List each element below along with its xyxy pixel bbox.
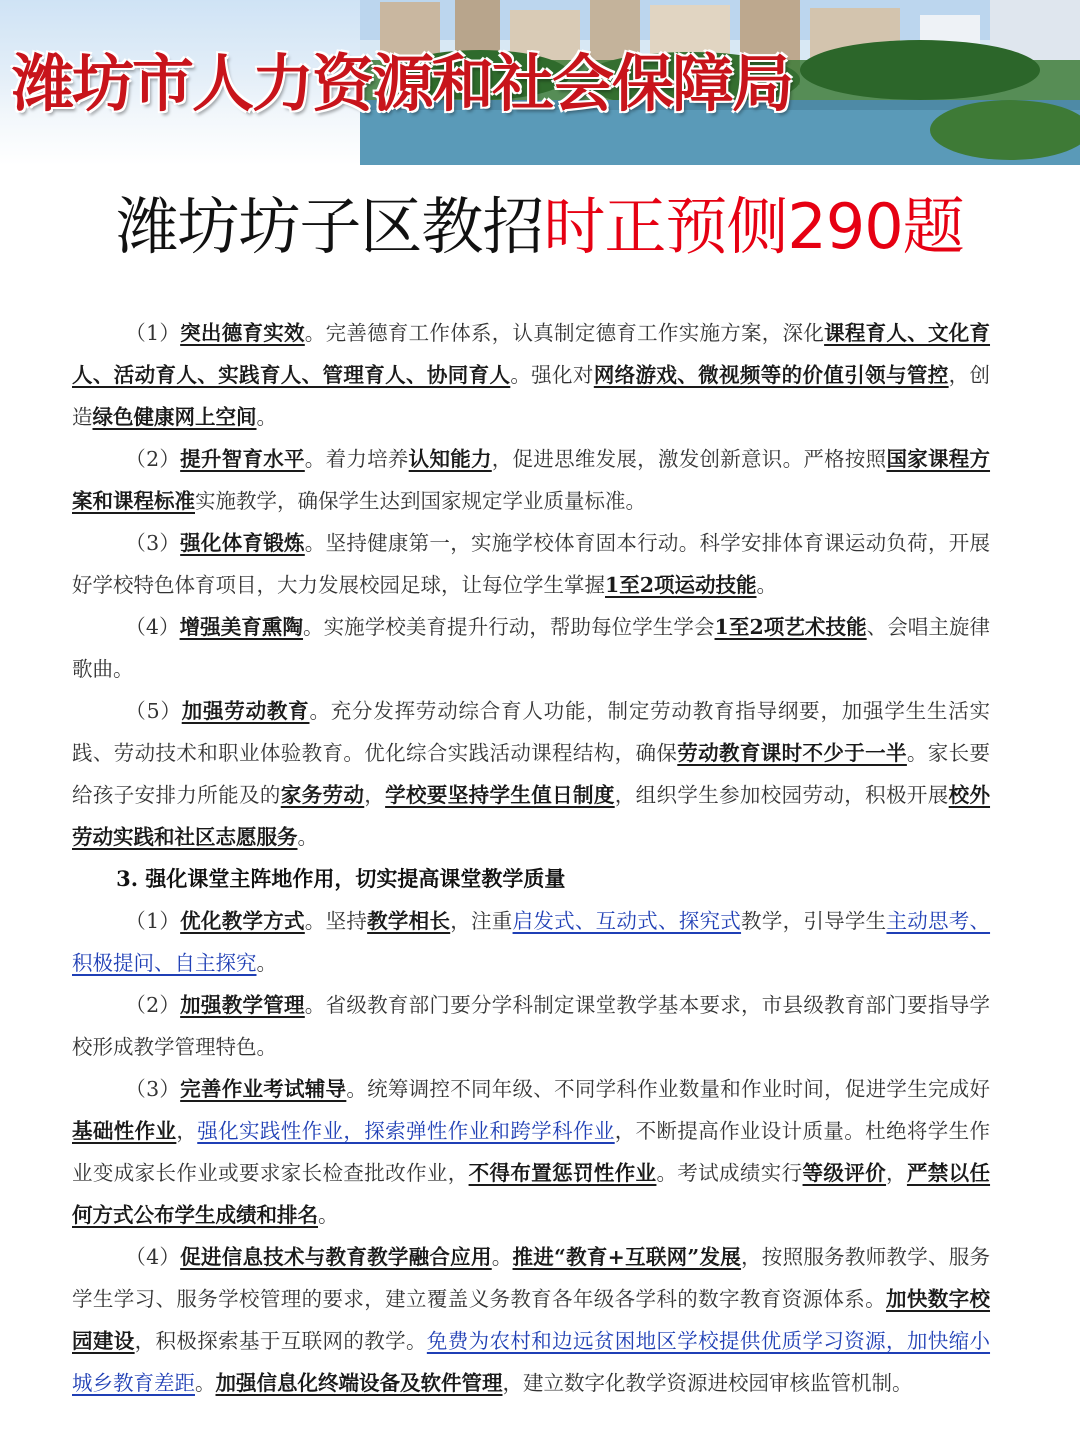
text-run: 。 <box>756 573 778 597</box>
emphasized-text: 加快数字校园建设 <box>72 1287 991 1353</box>
paragraph <box>72 606 990 690</box>
emphasized-text: 家务劳动 <box>280 783 365 807</box>
emphasized-text: 强化体育锻炼 <box>180 531 305 555</box>
emphasized-text: 校外劳动实践和社区志愿服务 <box>72 783 991 849</box>
text-run: 。 <box>491 1245 513 1269</box>
paragraph <box>72 1068 990 1236</box>
text-run: ， <box>364 783 386 807</box>
paragraph <box>72 900 990 984</box>
text-run: 。充分发挥劳动综合育人功能，制定劳动教育指导纲要，加强学生生活实践、劳动技术和职业体验教育。优化综合实践活动课程结构，确保 <box>72 699 991 765</box>
emphasized-text: 1至2项艺术技能 <box>714 615 867 639</box>
emphasized-text: 提升智育水平 <box>180 447 305 471</box>
text-run: 。实施学校美育提升行动，帮助每位学生学会 <box>303 615 715 639</box>
text-run: （1） <box>125 321 181 345</box>
emphasized-text: 启发式、互动式、探究式 <box>512 909 742 933</box>
text-run: （3） <box>125 531 181 555</box>
emphasized-text: 主动思考、积极提问、自主探究 <box>72 909 991 975</box>
emphasized-text: 劳动教育课时不少于一半 <box>677 741 907 765</box>
text-run: ， <box>176 1119 198 1143</box>
paragraph <box>72 1236 990 1404</box>
text-run: 。 <box>318 1203 339 1227</box>
text-run: ，促进思维发展，激发创新意识。严格按照 <box>491 447 887 471</box>
text-run: ，组织学生参加校园劳动，积极开展 <box>614 783 949 807</box>
emphasized-text: 促进信息技术与教育教学融合应用 <box>180 1245 492 1269</box>
text-run: ，积极探索基于互联网的教学。 <box>134 1329 427 1353</box>
text-run: （2） <box>125 993 181 1017</box>
text-run: 实施教学，确保学生达到国家规定学业质量标准。 <box>195 489 646 513</box>
emphasized-text: 网络游戏、微视频等的价值引领与管控 <box>593 363 949 387</box>
emphasized-text: 认知能力 <box>408 447 492 471</box>
text-run: （3） <box>125 1077 181 1101</box>
emphasized-text: 不得布置惩罚性作业 <box>468 1161 657 1185</box>
emphasized-text: 加强信息化终端设备及软件管理 <box>215 1371 503 1395</box>
text-run: 。坚持 <box>304 909 368 933</box>
headline-red-text: 时正预侧290题 <box>543 190 964 263</box>
text-run: （4） <box>125 1245 181 1269</box>
text-run: ，按照服务教师教学、服务学生学习、服务学校管理的要求，建立覆盖义务教育各年级各学科的数字教育资源体系。 <box>72 1245 991 1311</box>
text-run: 。 <box>297 825 318 849</box>
emphasized-text: 国家课程方案和课程标准 <box>72 447 991 513</box>
text-run: ， <box>886 1161 907 1185</box>
emphasized-text: 严禁以任何方式公布学生成绩和排名 <box>72 1161 991 1227</box>
emphasized-text: 等级评价 <box>802 1161 887 1185</box>
text-run: 。 <box>256 951 277 975</box>
emphasized-text: 课程育人、文化育人、活动育人、实践育人、管理育人、协同育人 <box>72 321 991 387</box>
emphasized-text: 教学相长 <box>367 909 451 933</box>
emphasized-text: 强化实践性作业，探索弹性作业和跨学科作业 <box>197 1119 615 1143</box>
text-run: 3. 强化课堂主阵地作用，切实提高课堂教学质量 <box>116 866 566 891</box>
emphasized-text: 增强美育熏陶 <box>179 615 304 639</box>
text-run: 。完善德育工作体系，认真制定德育工作实施方案，深化 <box>304 321 825 345</box>
emphasized-text: 免费为农村和边远贫困地区学校提供优质学习资源，加快缩小城乡教育差距 <box>72 1329 991 1395</box>
emphasized-text: 基础性作业 <box>72 1119 177 1143</box>
text-run: 。 <box>195 1371 216 1395</box>
text-run: 。省级教育部门要分学科制定课堂教学基本要求，市县级教育部门要指导学校形成教学管理特色。 <box>72 993 991 1059</box>
text-run: 。考试成绩实行 <box>656 1161 803 1185</box>
text-run: ，建立数字化教学资源进校园审核监管机制。 <box>502 1371 913 1395</box>
text-run: 。 <box>256 405 277 429</box>
paragraph <box>72 438 990 522</box>
text-run: 教学，引导学生 <box>741 909 887 933</box>
emphasized-text: 1至2项运动技能 <box>605 573 757 597</box>
text-run: 。着力培养 <box>304 447 409 471</box>
emphasized-text: 加强劳动教育 <box>181 699 310 723</box>
text-run: （1） <box>125 909 181 933</box>
paragraph <box>72 522 990 606</box>
paragraph <box>72 312 990 438</box>
text-run: （2） <box>125 447 181 471</box>
emphasized-text: 绿色健康网上空间 <box>92 405 257 429</box>
emphasized-text: 学校要坚持学生值日制度 <box>385 783 615 807</box>
text-run: 。坚持健康第一，实施学校体育固本行动。科学安排体育课运动负荷，开展好学校特色体育项目，大力发展校园足球，让每位学生掌握 <box>72 531 991 597</box>
header-banner <box>0 0 1080 165</box>
emphasized-text: 加强教学管理 <box>180 993 305 1017</box>
text-run: 。家长要给孩子安排力所能及的 <box>72 741 991 807</box>
text-run: （4） <box>125 615 180 639</box>
text-run: （5） <box>125 699 182 723</box>
text-run: ，不断提高作业设计质量。杜绝将学生作业变成家长作业或要求家长检查批改作业， <box>72 1119 991 1185</box>
page-headline <box>0 172 1080 282</box>
headline-black-text: 潍坊坊子区教招 <box>116 190 544 263</box>
document-body <box>72 312 990 1404</box>
bureau-title: 潍坊市人力资源和社会保障局 <box>12 47 793 120</box>
emphasized-text: 推进“教育+互联网”发展 <box>512 1245 742 1269</box>
text-run: 。统筹调控不同年级、不同学科作业数量和作业时间，促进学生完成好 <box>346 1077 991 1101</box>
emphasized-text: 完善作业考试辅导 <box>180 1077 347 1101</box>
text-run: 、会唱主旋律歌曲。 <box>72 615 991 681</box>
paragraph <box>72 984 990 1068</box>
text-run: ，注重 <box>450 909 513 933</box>
section-heading <box>72 858 990 900</box>
emphasized-text: 突出德育实效 <box>180 321 305 345</box>
emphasized-text: 优化教学方式 <box>180 909 305 933</box>
text-run: ，创造 <box>72 363 991 429</box>
paragraph <box>72 690 990 858</box>
text-run: 。强化对 <box>510 363 594 387</box>
